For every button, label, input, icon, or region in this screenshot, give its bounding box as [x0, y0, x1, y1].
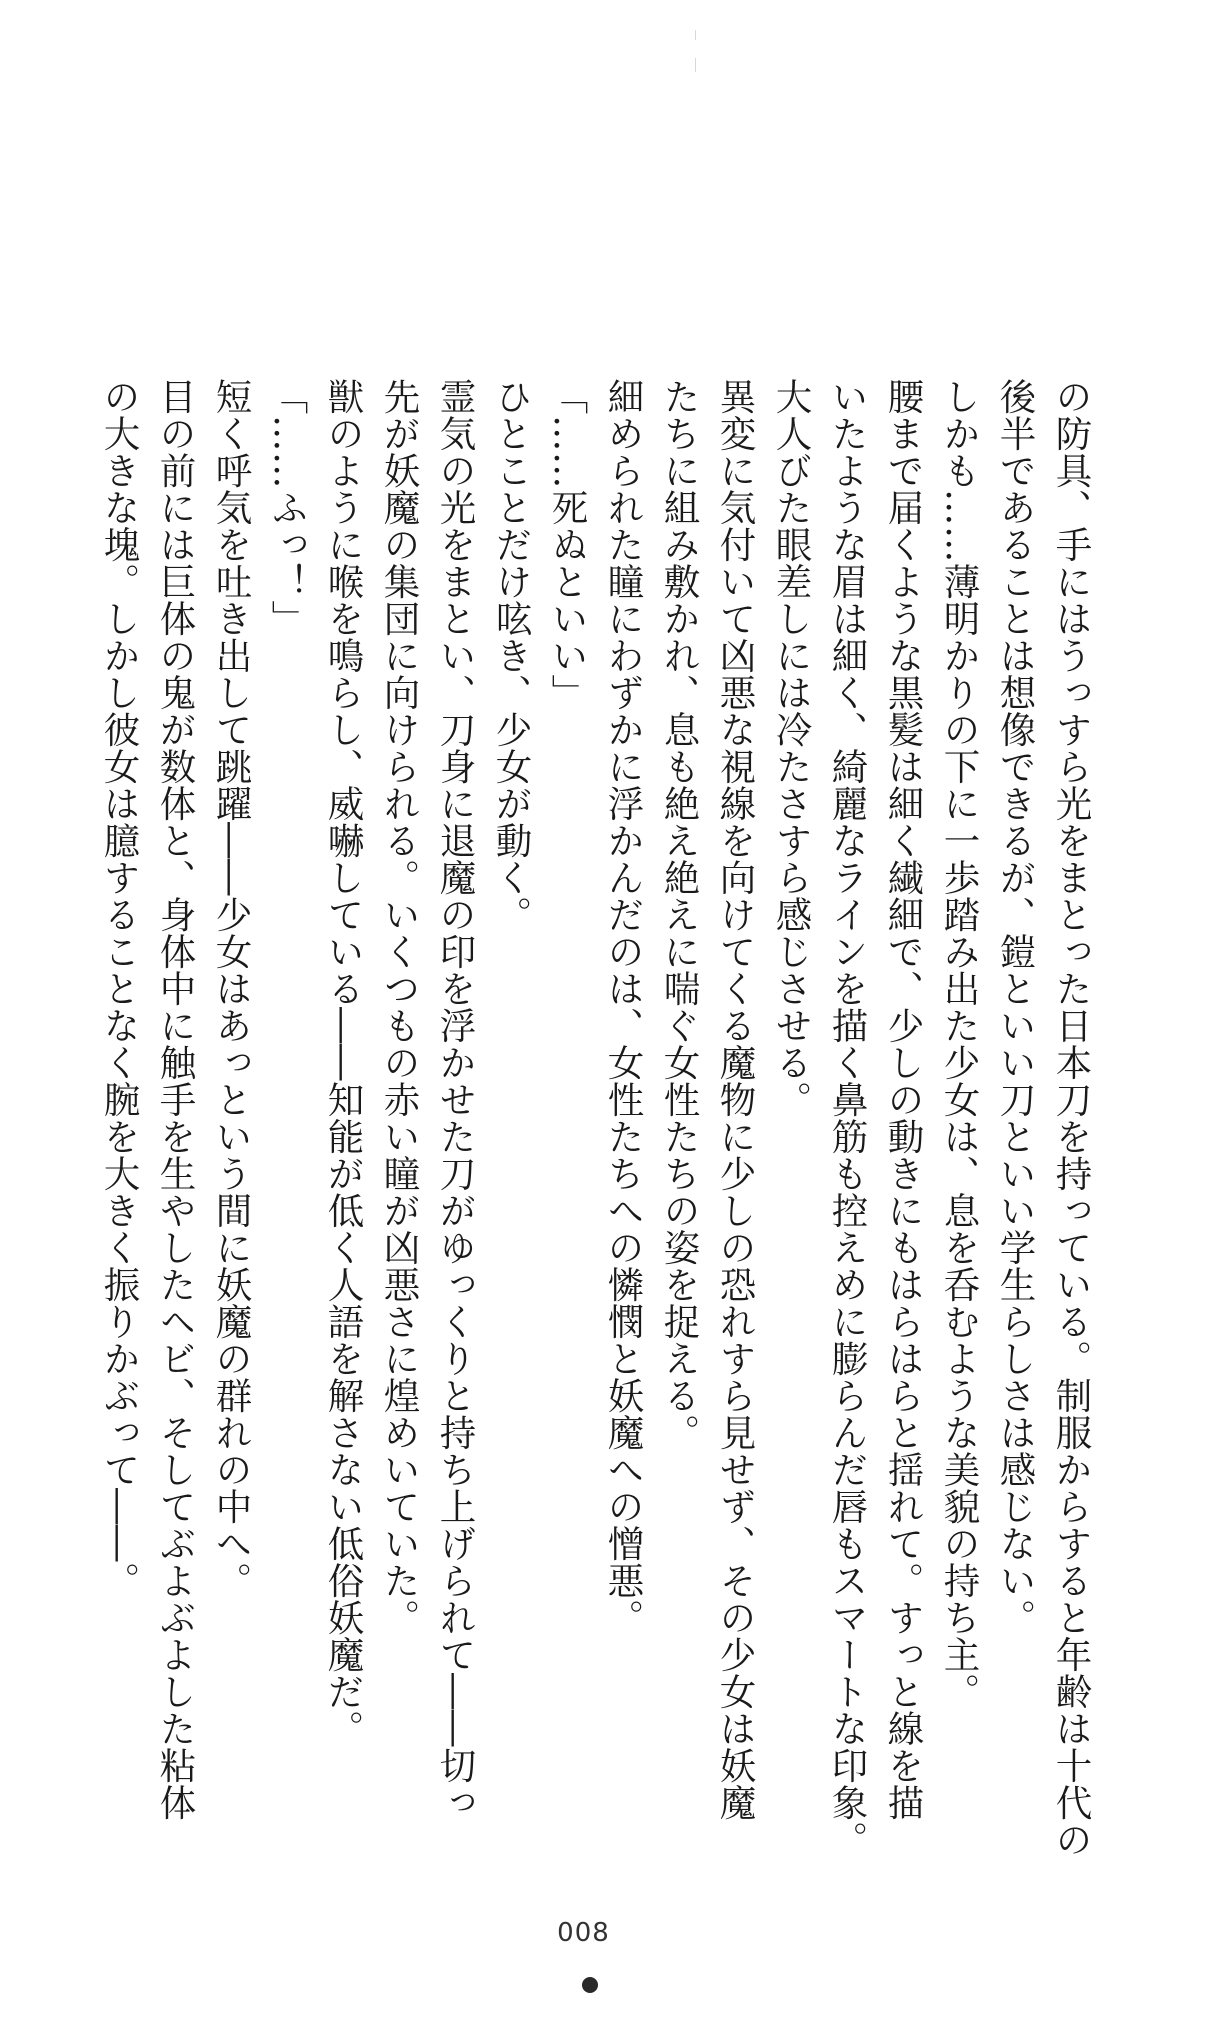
- page-number-dot: [582, 1977, 598, 1993]
- scan-mark-top: [695, 30, 696, 40]
- text-line: たちに組み敷かれ、息も絶え絶えに喘ぐ女性たちの姿を捉える。: [658, 378, 701, 1451]
- dialogue-line: 「……ふっ！」: [266, 378, 309, 637]
- text-line: 異変に気付いて凶悪な視線を向けてくる魔物に少しの恐れすら見せず、その少女は妖魔: [714, 378, 757, 1821]
- text-line: の防具、手にはうっすら光をまとった日本刀を持っている。制服からすると年齢は十代の: [1050, 378, 1093, 1858]
- dialogue-line: 「……死ぬといい」: [546, 378, 589, 711]
- text-line: 後半であることは想像できるが、鎧といい刀といい学生らしさは感じない。: [994, 378, 1037, 1636]
- text-line: ひとことだけ呟き、少女が動く。: [490, 378, 533, 933]
- text-line: 細められた瞳にわずかに浮かんだのは、女性たちへの憐憫と妖魔への憎悪。: [602, 378, 645, 1636]
- text-line: いたような眉は細く、綺麗なラインを描く鼻筋も控えめに膨らんだ唇もスマートな印象。: [826, 378, 869, 1858]
- text-line: 目の前には巨体の鬼が数体と、身体中に触手を生やしたヘビ、そしてぶよぶよした粘体: [154, 378, 197, 1821]
- scan-mark-top-2: [695, 58, 696, 72]
- page-number: 008: [557, 1918, 610, 1948]
- text-line: 短く呼気を吐き出して跳躍――少女はあっという間に妖魔の群れの中へ。: [210, 378, 253, 1599]
- text-line: しかも……薄明かりの下に一歩踏み出た少女は、息を呑むような美貌の持ち主。: [938, 378, 981, 1710]
- text-line: 霊気の光をまとい、刀身に退魔の印を浮かせた刀がゆっくりと持ち上げられて――切っ: [434, 378, 477, 1821]
- text-line: 腰まで届くような黒髪は細く繊細で、少しの動きにもはらはらと揺れて。すっと線を描: [882, 378, 925, 1821]
- text-line: の大きな塊。しかし彼女は臆することなく腕を大きく振りかぶって――。: [98, 378, 141, 1599]
- text-line: 大人びた眼差しには冷たさすら感じさせる。: [770, 378, 813, 1118]
- text-line: 先が妖魔の集団に向けられる。いくつもの赤い瞳が凶悪さに煌めいていた。: [378, 378, 421, 1636]
- text-line: 獣のように喉を鳴らし、威嚇している――知能が低く人語を解さない低俗妖魔だ。: [322, 378, 365, 1747]
- body-text: [98, 378, 1099, 1858]
